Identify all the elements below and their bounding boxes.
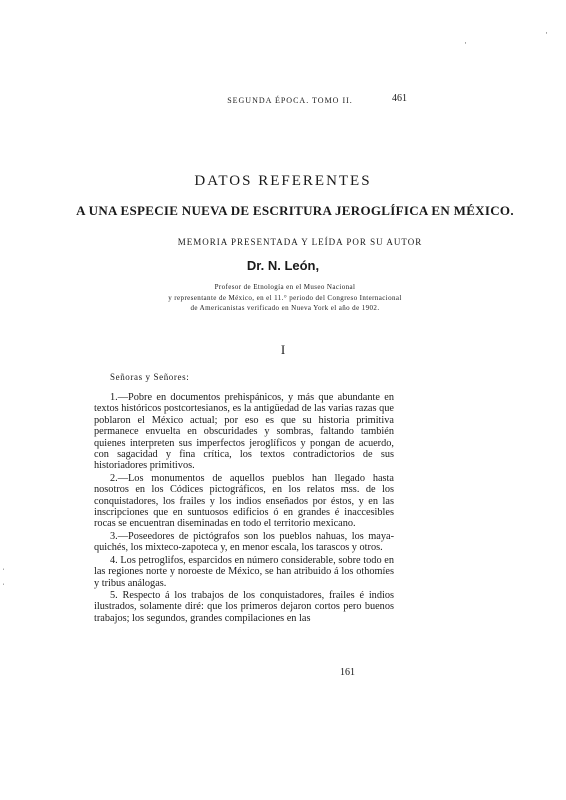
paragraph-5: 5. Respecto á los trabajos de los conquistadores, frailes é indios ilustrados, solamente diré: que los primeros dejaron cortos pero buenos trabajos; los segundos, grandes compilaciones en las bbox=[94, 589, 394, 624]
section-number: I bbox=[280, 342, 286, 357]
running-head: SEGUNDA ÉPOCA. TOMO II. bbox=[227, 96, 353, 105]
paragraph-1: 1.—Pobre en documentos prehispánicos, y más que abundante en textos históricos postcortesianos, es la antigüedad de las varias razas que poblaron el México actual; por eso es que su historia primitiva permanece envuelta en obscuridades y sombras, faltando también quienes interpreten sus imperfectos jeroglíficos y pongan de acuerdo, con sagacidad y fina crítica, los textos contradictorios de sus historiadores primitivos. bbox=[94, 392, 394, 472]
page-number-bottom: 161 bbox=[340, 667, 355, 678]
subtitle: MEMORIA PRESENTADA Y LEÍDA POR SU AUTOR bbox=[177, 237, 423, 247]
margin-mark: · bbox=[545, 28, 548, 38]
paragraph-3: 3.—Poseedores de pictógrafos son los pueblos nahuas, los maya-quichés, los mixteco-zapoteca y, en menor escala, los tarascos y otros. bbox=[94, 530, 394, 554]
author-affiliation-line: de Americanistas verificado en Nueva York el año de 1902. bbox=[190, 304, 380, 312]
margin-mark: · bbox=[464, 38, 467, 48]
title-line-1: DATOS REFERENTES bbox=[194, 173, 372, 189]
body-text bbox=[94, 392, 394, 624]
author-affiliation-line: y representante de México, en el 11.° periodo del Congreso Internacional bbox=[168, 294, 402, 302]
author-name: Dr. N. León, bbox=[246, 258, 320, 273]
salutation: Señoras y Señores: bbox=[110, 372, 190, 382]
paragraph-4: 4. Los petroglifos, esparcidos en número considerable, sobre todo en las regiones norte y noroeste de México, se han atribuido á los othomíes y tribus análogas. bbox=[94, 554, 394, 589]
margin-mark: ˌ bbox=[2, 575, 5, 585]
page-number-top: 461 bbox=[392, 93, 407, 104]
margin-mark: ˌ bbox=[2, 560, 5, 570]
paragraph-2: 2.—Los monumentos de aquellos pueblos han llegado hasta nosotros en los Códices pictográficos, en los relatos mss. de los conquistadores, los frailes y los indios enseñados por éstos, y en las inscripciones que en suntuosos edificios ó en grandes é inaccesibles rocas se encuentran diseminadas en todo el territorio mexicano. bbox=[94, 472, 394, 530]
title-line-2: A UNA ESPECIE NUEVA DE ESCRITURA JEROGLÍFICA EN MÉXICO. bbox=[76, 203, 514, 218]
author-affiliation-line: Profesor de Etnología en el Museo Nacional bbox=[214, 283, 356, 291]
